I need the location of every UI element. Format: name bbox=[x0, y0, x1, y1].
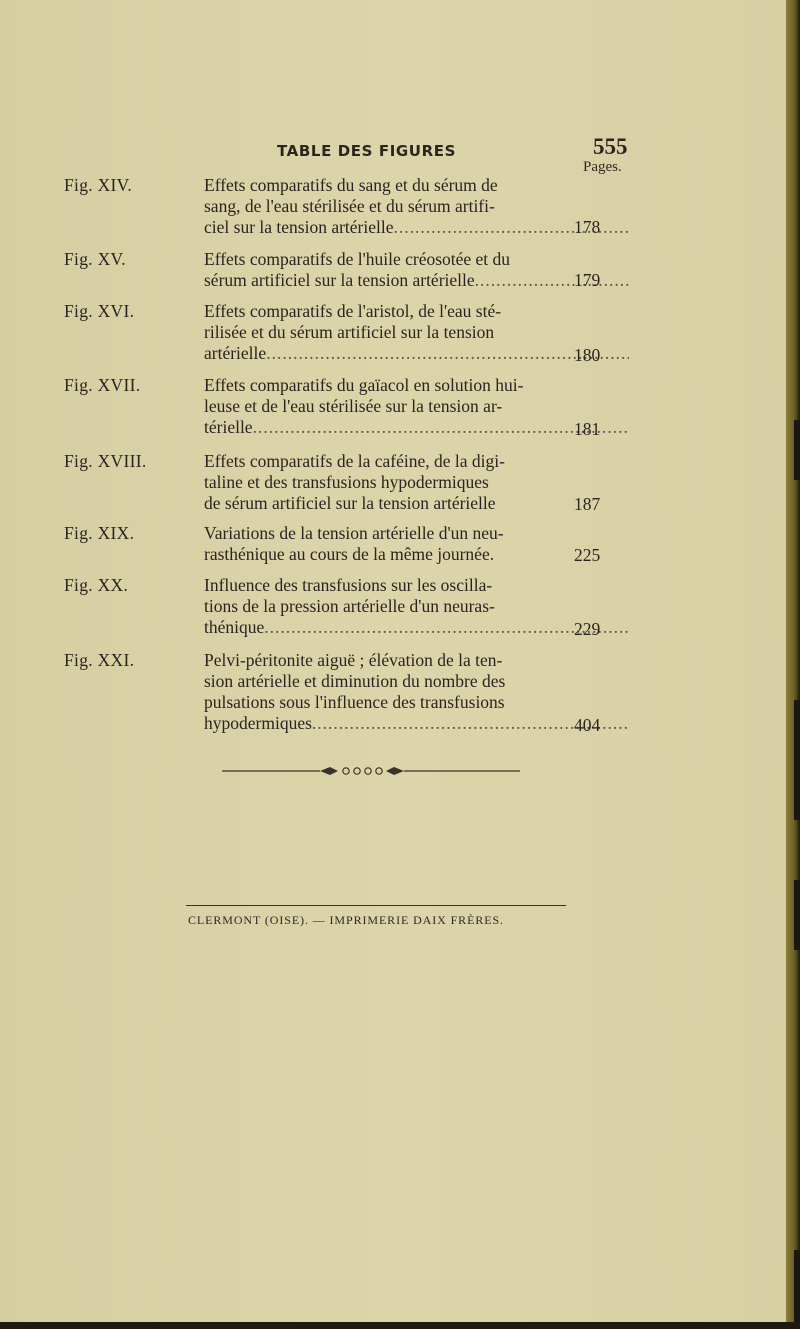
entry-last-line bbox=[204, 270, 629, 291]
entry-text-line: Effets comparatifs du sang et du sérum de bbox=[204, 175, 498, 195]
entry-text-line: rasthénique au cours de la même journée. bbox=[204, 544, 495, 564]
entry-text-line: artérielle bbox=[204, 343, 267, 363]
entry-last-line bbox=[204, 417, 629, 438]
figure-number: Fig. XIX. bbox=[64, 523, 135, 543]
entry-page-number: 178 bbox=[574, 217, 601, 237]
entry-text-line: de sérum artificiel sur la tension artérielle bbox=[204, 493, 496, 513]
dot-leader bbox=[475, 270, 629, 291]
entry-text-line: thénique bbox=[204, 617, 265, 637]
entry-text-line: Effets comparatifs de l'aristol, de l'eau sté- bbox=[204, 301, 502, 321]
entry-text-line: tions de la pression artérielle d'un neuras- bbox=[204, 596, 495, 616]
entry-text-line: pulsations sous l'influence des transfusions bbox=[204, 692, 505, 712]
entry-text-line: Effets comparatifs de la caféine, de la digi- bbox=[204, 451, 505, 471]
dot-leader bbox=[253, 417, 629, 438]
entry-page-number: 404 bbox=[574, 715, 601, 735]
figure-number: Fig. XIV. bbox=[64, 175, 133, 195]
entry-last-line bbox=[204, 217, 629, 238]
entry-page-number: 180 bbox=[574, 345, 601, 365]
page-number: 555 bbox=[593, 134, 628, 159]
page-bottom-shadow bbox=[0, 1322, 800, 1329]
entry-text-line: taline et des transfusions hypodermiques bbox=[204, 472, 489, 492]
tail-ornament bbox=[220, 764, 530, 778]
entry-text-line: rilisée et du sérum artificiel sur la tension bbox=[204, 322, 495, 342]
entry-text-line: sion artérielle et diminution du nombre des bbox=[204, 671, 506, 691]
entry-text-line: Effets comparatifs de l'huile créosotée et du bbox=[204, 249, 511, 269]
figure-number: Fig. XVIII. bbox=[64, 451, 147, 471]
entry-last-line bbox=[204, 617, 629, 638]
entry-last-line bbox=[204, 343, 629, 364]
entry-text-line: leuse et de l'eau stérilisée sur la tension ar- bbox=[204, 396, 503, 416]
running-head-title: TABLE DES FIGURES bbox=[277, 142, 456, 160]
figure-number: Fig. XV. bbox=[64, 249, 126, 269]
pages-column-label: Pages. bbox=[583, 159, 622, 175]
page-edge-shadow bbox=[786, 0, 800, 1329]
entry-text-line: sang, de l'eau stérilisée et du sérum artifi- bbox=[204, 196, 495, 216]
entry-page-number: 229 bbox=[574, 619, 601, 639]
entry-last-line bbox=[204, 544, 574, 565]
figure-number: Fig. XVI. bbox=[64, 301, 135, 321]
entry-text-line: térielle bbox=[204, 417, 253, 437]
entry-page-number: 181 bbox=[574, 419, 601, 439]
printer-imprint: CLERMONT (OISE). — IMPRIMERIE DAIX FRÈRES. bbox=[188, 913, 504, 927]
entry-text-line: ciel sur la tension artérielle bbox=[204, 217, 394, 237]
entry-text-line: Pelvi-péritonite aiguë ; élévation de la ten- bbox=[204, 650, 503, 670]
imprint-rule bbox=[186, 905, 566, 906]
entry-text-line: hypodermiques bbox=[204, 713, 312, 733]
entry-page-number: 187 bbox=[574, 494, 601, 514]
entry-last-line bbox=[204, 493, 574, 514]
entry-text-line: Effets comparatifs du gaïacol en solution hui- bbox=[204, 375, 524, 395]
entry-page-number: 225 bbox=[574, 545, 601, 565]
entry-text-line: Influence des transfusions sur les oscilla- bbox=[204, 575, 493, 595]
figure-number: Fig. XX. bbox=[64, 575, 129, 595]
entry-page-number: 179 bbox=[574, 270, 601, 290]
figure-number: Fig. XVII. bbox=[64, 375, 141, 395]
figure-number: Fig. XXI. bbox=[64, 650, 135, 670]
entry-last-line bbox=[204, 713, 629, 734]
entry-text-line: sérum artificiel sur la tension artérielle bbox=[204, 270, 475, 290]
entry-text-line: Variations de la tension artérielle d'un neu- bbox=[204, 523, 504, 543]
